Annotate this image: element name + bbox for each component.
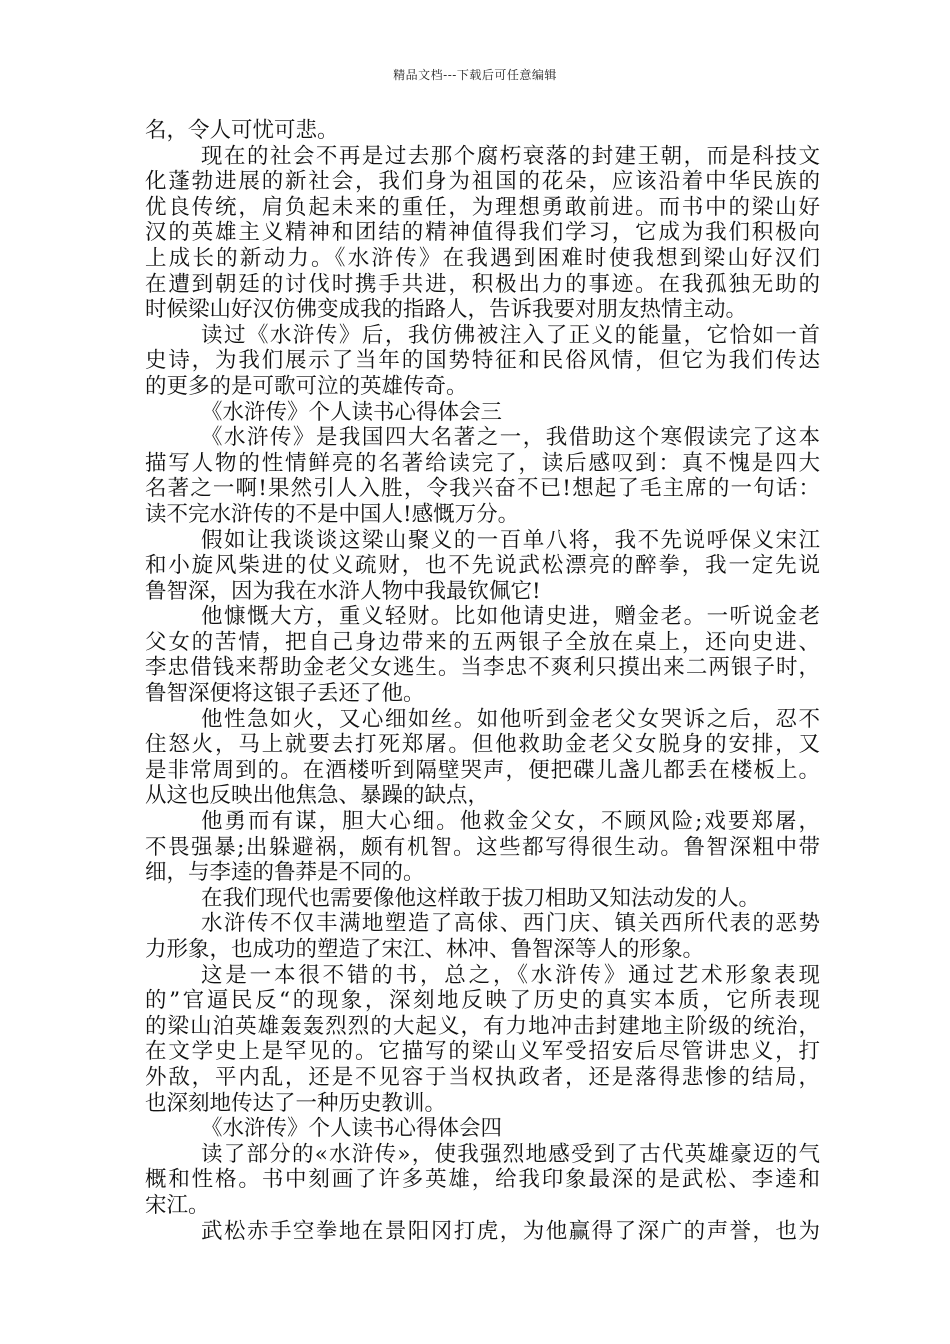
text-line: 假如让我谈谈这梁山聚义的一百单八将，我不先说呼保义宋江 <box>201 527 820 553</box>
text-line: 他慷慨大方，重义轻财。比如他请史进，赠金老。一听说金老 <box>201 604 820 630</box>
text-line: 细，与李逵的鲁莽是不同的。 <box>145 860 425 886</box>
text-line: 优良传统，肩负起未来的重任，为理想勇敢前进。而书中的梁山好 <box>145 194 820 220</box>
text-line: 鲁智深便将这银子丢还了他。 <box>145 681 425 707</box>
text-line: 《水浒传》是我国四大名著之一，我借助这个寒假读完了这本 <box>201 425 820 451</box>
text-line: 从这也反映出他焦急、暴躁的缺点， <box>145 783 490 809</box>
text-line: 名著之一啊!果然引人入胜，令我兴奋不已!想起了毛主席的一句话： <box>145 476 820 502</box>
text-line: 的梁山泊英雄轰轰烈烈的大起义，有力地冲击封建地主阶级的统治， <box>145 1013 820 1039</box>
text-line: 汉的英雄主义精神和团结的精神值得我们学习，它成为我们积极向 <box>145 220 820 246</box>
text-line: 住怒火，马上就要去打死郑屠。但他救助金老父女脱身的安排，又 <box>145 732 820 758</box>
section-heading: 《水浒传》个人读书心得体会四 <box>201 1116 503 1142</box>
text-line: 父女的苦情，把自己身边带来的五两银子全放在桌上，还向史进、 <box>145 629 820 655</box>
text-line: 描写人物的性情鲜亮的名著给读完了，读后感叹到：真不愧是四大 <box>145 450 820 476</box>
text-line: 他性急如火，又心细如丝。如他听到金老父女哭诉之后，忍不 <box>201 706 820 732</box>
text-line: 上成长的新动力。《水浒传》在我遇到困难时使我想到梁山好汉们 <box>145 245 820 271</box>
text-line: 和小旋风柴进的仗义疏财，也不先说武松漂亮的醉拳，我一定先说 <box>145 553 820 579</box>
text-line: 外敌，平内乱，还是不见容于当权执政者，还是落得悲惨的结局， <box>145 1064 820 1090</box>
text-line: 力形象，也成功的塑造了宋江、林冲、鲁智深等人的形象。 <box>145 937 705 962</box>
text-line: 读不完水浒传的不是中国人!感慨万分。 <box>145 501 520 527</box>
text-line: 时候梁山好汉仿佛变成我的指路人，告诉我要对朋友热情主动。 <box>145 297 748 323</box>
text-line: 读了部分的«水浒传»，使我强烈地感受到了古代英雄豪迈的气 <box>201 1141 820 1167</box>
text-line: 宋江。 <box>145 1192 210 1218</box>
text-line: 他勇而有谋，胆大心细。他救金父女，不顾风险;戏要郑屠， <box>201 809 820 835</box>
text-line: 是非常周到的。在酒楼听到隔壁哭声，便把碟儿盏儿都丢在楼板上。 <box>145 757 820 783</box>
text-line: 也深刻地传达了一种历史教训。 <box>145 1090 447 1116</box>
text-line: 在文学史上是罕见的。它描写的梁山义军受招安后尽管讲忠义，打 <box>145 1039 820 1065</box>
text-line: 不畏强暴;出躲避祸，颇有机智。这些都写得很生动。鲁智深粗中带 <box>145 834 820 860</box>
document-body <box>145 118 820 1244</box>
text-line: 概和性格。书中刻画了许多英雄，给我印象最深的是武松、李逵和 <box>145 1167 820 1193</box>
text-line: 在遭到朝廷的讨伐时携手共进，积极出力的事迹。在我孤独无助的 <box>145 271 820 297</box>
text-line: 的”官逼民反“的现象，深刻地反映了历史的真实本质，它所表现 <box>145 988 820 1014</box>
text-line: 水浒传不仅丰满地塑造了高俅、西门庆、镇关西所代表的恶势 <box>201 911 820 937</box>
text-line: 的更多的是可歌可泣的英雄传奇。 <box>145 373 468 399</box>
text-line: 李忠借钱来帮助金老父女逃生。当李忠不爽利只摸出来二两银子时， <box>145 655 820 681</box>
text-line: 鲁智深，因为我在水浒人物中我最钦佩它! <box>145 578 541 604</box>
text-line: 武松赤手空拳地在景阳冈打虎，为他赢得了深广的声誉，也为 <box>201 1218 820 1244</box>
text-line: 在我们现代也需要像他这样敢于拔刀相助又知法动发的人。 <box>201 885 761 911</box>
text-line: 现在的社会不再是过去那个腐朽衰落的封建王朝，而是科技文 <box>201 143 820 169</box>
text-line: 名，令人可忧可悲。 <box>145 118 339 143</box>
section-heading: 《水浒传》个人读书心得体会三 <box>201 399 503 425</box>
text-line: 这是一本很不错的书，总之，《水浒传》通过艺术形象表现 <box>201 962 820 988</box>
text-line: 化蓬勃进展的新社会，我们身为祖国的花朵，应该沿着中华民族的 <box>145 169 820 195</box>
text-line: 史诗，为我们展示了当年的国势特征和民俗风情，但它为我们传达 <box>145 348 820 374</box>
page-header: 精品文档---下载后可任意编辑 <box>393 68 557 82</box>
text-line: 读过《水浒传》后，我仿佛被注入了正义的能量，它恰如一首 <box>201 322 820 348</box>
